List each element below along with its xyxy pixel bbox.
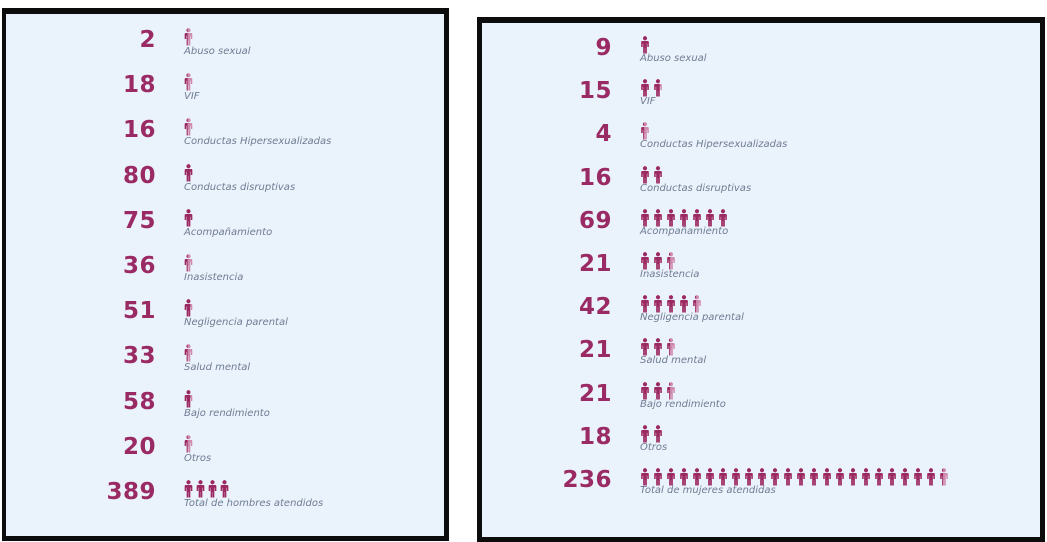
row-value: 69 <box>578 207 612 234</box>
pictograph-row <box>6 207 444 254</box>
person-icon <box>640 122 650 140</box>
row-label: Salud mental <box>184 362 251 374</box>
person-icon <box>692 209 702 227</box>
person-icon <box>666 338 676 356</box>
row-value: 80 <box>122 162 156 189</box>
pictograph-row <box>482 78 1040 124</box>
pictograph-row <box>6 162 444 209</box>
pictograph-row <box>6 117 444 163</box>
person-icon <box>757 468 767 486</box>
pictograph-row <box>6 479 444 525</box>
person-icon <box>679 209 689 227</box>
person-icon <box>184 435 193 453</box>
person-icon <box>184 480 193 498</box>
person-icon <box>796 468 806 486</box>
person-icon <box>887 468 897 486</box>
row-value: 21 <box>578 251 612 277</box>
row-value: 20 <box>122 433 156 460</box>
person-icon <box>640 295 650 313</box>
row-label: Conductas disruptivas <box>184 181 296 193</box>
row-value: 42 <box>578 294 612 321</box>
row-label: Acompañamiento <box>184 226 273 238</box>
person-icon <box>744 468 754 486</box>
row-label: Acompañamiento <box>640 225 729 237</box>
person-icon <box>196 480 205 498</box>
pictograph-row <box>482 207 1040 254</box>
pictograph-row <box>482 164 1040 211</box>
person-icon <box>184 299 193 317</box>
row-label: VIF <box>184 91 200 103</box>
person-icon <box>184 254 193 272</box>
person-icon <box>692 295 702 313</box>
person-icon <box>184 390 193 408</box>
person-icon <box>666 252 676 270</box>
row-label: Inasistencia <box>184 272 244 283</box>
person-icon <box>770 468 780 486</box>
row-label: Otros <box>184 452 212 464</box>
person-icon <box>666 209 676 227</box>
person-icon <box>184 118 193 136</box>
person-icon <box>809 468 819 486</box>
person-icon <box>640 209 650 227</box>
pictograph-row <box>482 423 1040 470</box>
row-label: Otros <box>640 441 668 453</box>
person-icon <box>208 480 217 498</box>
person-icon <box>640 468 650 486</box>
person-icon <box>926 468 936 486</box>
pictograph-row <box>482 35 1040 81</box>
person-icon <box>653 166 663 184</box>
pictograph-row <box>6 433 444 480</box>
row-value: 21 <box>578 337 612 364</box>
row-value: 15 <box>578 78 612 105</box>
person-icon <box>679 295 689 313</box>
person-icon <box>822 468 832 486</box>
person-icon <box>666 295 676 313</box>
person-icon <box>640 36 650 54</box>
person-icon <box>666 468 676 486</box>
person-icon <box>653 209 663 227</box>
person-icon <box>653 338 663 356</box>
row-value: 21 <box>578 380 612 407</box>
person-icon <box>705 468 715 486</box>
person-icon <box>184 164 193 182</box>
row-label: VIF <box>640 96 656 108</box>
pictograph-row <box>6 343 444 389</box>
person-icon <box>835 468 845 486</box>
pictograph-row <box>6 298 444 344</box>
row-value: 33 <box>122 343 156 370</box>
row-label: Total de hombres atendidos <box>184 498 324 509</box>
person-icon <box>184 73 193 91</box>
row-label: Negligencia parental <box>640 312 744 324</box>
row-label: Conductas Hipersexualizadas <box>640 139 788 151</box>
person-icon <box>640 166 650 184</box>
row-value: 9 <box>595 35 612 61</box>
person-icon <box>900 468 910 486</box>
person-icon <box>653 425 663 443</box>
person-icon <box>640 338 650 356</box>
pictograph-row <box>6 72 444 118</box>
pictograph-row <box>482 251 1040 297</box>
row-value: 58 <box>122 388 156 415</box>
row-value: 51 <box>122 298 156 325</box>
row-value: 2 <box>139 27 156 53</box>
row-label: Inasistencia <box>640 269 700 280</box>
person-icon <box>874 468 884 486</box>
row-label: Negligencia parental <box>184 317 288 329</box>
person-icon <box>939 468 949 486</box>
row-label: Total de mujeres atendidas <box>640 485 776 496</box>
row-value: 36 <box>122 253 156 279</box>
row-label: Abuso sexual <box>640 53 707 64</box>
person-icon <box>640 382 650 400</box>
person-icon <box>718 209 728 227</box>
person-icon <box>184 28 193 46</box>
person-icon <box>640 252 650 270</box>
person-icon <box>731 468 741 486</box>
person-icon <box>705 209 715 227</box>
person-icon <box>718 468 728 486</box>
person-icon <box>653 252 663 270</box>
pictograph-row <box>482 337 1040 383</box>
row-label: Conductas Hipersexualizadas <box>184 136 332 148</box>
pictograph-row <box>482 121 1040 167</box>
row-label: Bajo rendimiento <box>640 398 726 410</box>
pictograph-row <box>6 388 444 435</box>
pictograph-row <box>6 27 444 73</box>
row-value: 18 <box>578 423 612 450</box>
person-icon <box>640 79 650 97</box>
row-label: Bajo rendimiento <box>184 407 270 419</box>
row-value: 18 <box>122 72 156 99</box>
person-icon <box>653 79 663 97</box>
row-value: 236 <box>562 467 612 493</box>
row-label: Salud mental <box>640 355 707 367</box>
row-value: 16 <box>122 117 156 144</box>
person-icon <box>220 480 229 498</box>
pictograph-row <box>482 467 1040 513</box>
row-value: 389 <box>106 479 156 505</box>
person-icon <box>640 425 650 443</box>
person-icon <box>666 382 676 400</box>
person-icon <box>861 468 871 486</box>
row-value: 75 <box>122 207 156 234</box>
person-icon <box>692 468 702 486</box>
pictograph-row <box>482 380 1040 427</box>
row-label: Conductas disruptivas <box>640 182 752 194</box>
person-icon <box>653 382 663 400</box>
person-icon <box>679 468 689 486</box>
person-icon <box>913 468 923 486</box>
row-value: 4 <box>595 121 612 148</box>
panel-mujeres <box>477 17 1045 542</box>
person-icon <box>184 209 193 227</box>
person-icon <box>184 344 193 362</box>
pictograph-row <box>6 253 444 299</box>
pictograph-row <box>482 294 1040 340</box>
person-icon <box>653 468 663 486</box>
row-label: Abuso sexual <box>184 46 251 57</box>
person-icon <box>848 468 858 486</box>
row-value: 16 <box>578 164 612 191</box>
person-icon <box>653 295 663 313</box>
person-icon <box>783 468 793 486</box>
panel-hombres <box>2 8 449 541</box>
